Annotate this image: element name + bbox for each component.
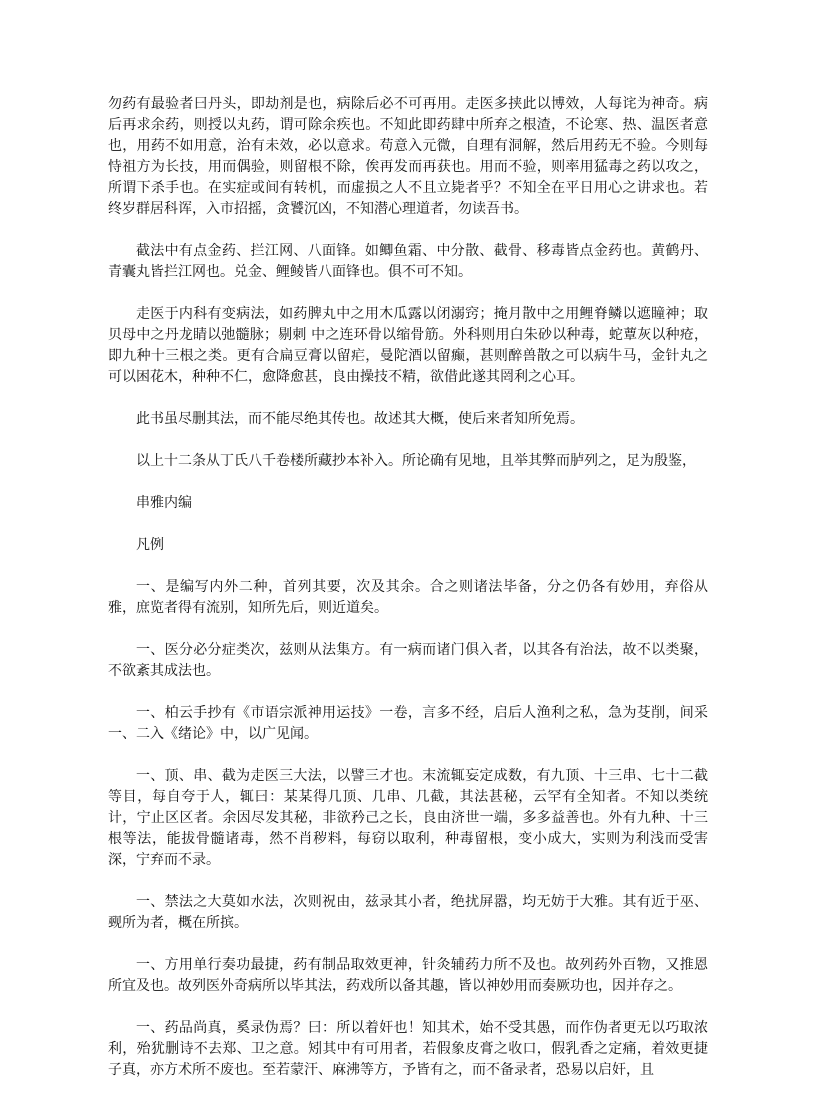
rule-paragraph-2: 一、医分必分症类次，兹则从法集方。有一病而诸门俱入者，以其各有治法，故不以类聚，不欲紊其成法也。 <box>108 642 708 679</box>
section-title: 串雅内编 <box>136 495 192 511</box>
paragraph-2: 截法中有点金药、拦江网、八面锋。如鲫鱼霜、中分散、截骨、移毒皆点金药也。黄鹤丹、青囊丸皆拦江网也。兑金、鲤鲮皆八面锋也。俱不可不知。 <box>108 243 708 280</box>
subsection-title: 凡例 <box>136 537 164 553</box>
paragraph-1: 勿药有最验者曰丹头，即劫剂是也，病除后必不可再用。走医多挟此以博效，人每诧为神奇。病后再求余药，则授以丸药，谓可除余疾也。不知此即药肆中所弃之根渣，不论寒、热、温医者意也，用药不如用意，治有未效，必以意求。苟意入元微，自理有洞解，然后用药无不验。今则每恃祖方为长技，用而偶验，则留根不除，俟再发而再获也。用而不验，则率用猛毒之药以攻之，所谓下杀手也。在实症或间有转机，而虚损之人不且立毙者乎？不知全在平日用心之讲求也。若终岁群居科诨，入市招摇，贪饕沉凶，不知潜心理道者，勿读吾书。 <box>108 96 708 217</box>
rule-paragraph-4: 一、顶、串、截为走医三大法，以譬三才也。末流辄妄定成数，有九顶、十三串、七十二截等目，每自夸于人，辄曰：某某得几顶、几串、几截，其法甚秘，云罕有全知者。不知以类统计，宁止区区者。余因尽发其秘，非欲矜己之长，良由济世一端，多多益善也。外有九种、十三根等法，能拔骨髓诸毒，然不肖秽料，每窃以取利，种毒留根，变小成大，实则为利浅而受害深，宁弃而不录。 <box>108 768 708 868</box>
paragraph-5: 以上十二条从丁氏八千卷楼所藏抄本补入。所论确有见地，且举其弊而胪列之，足为殷鉴， <box>136 453 696 469</box>
paragraph-4: 此书虽尽删其法，而不能尽绝其传也。故述其大概，使后来者知所免焉。 <box>136 411 584 427</box>
paragraph-3: 走医于内科有变病法，如药脾丸中之用木瓜露以闭溺窍；掩月散中之用鲤脊鳞以遮瞳神；取贝母中之丹龙睛以弛髓脉；剔刺 中之连环骨以缩骨筋。外科则用白朱砂以种毒，蛇蕈灰以种疮，即九种十三根之类。更有合扁豆膏以留疟，曼陀酒以留癫，甚则醉兽散之可以病牛马，金针丸之可以困花木，种种不仁，愈降愈甚，良由操技不精，欲借此遂其罔利之心耳。 <box>108 306 708 385</box>
rule-paragraph-1: 一、是编写内外二种，首列其要，次及其余。合之则诸法毕备，分之仍各有妙用，弃俗从雅，庶览者得有流别，知所先后，则近道矣。 <box>108 579 708 616</box>
document-page <box>108 94 708 1102</box>
rule-paragraph-3: 一、柏云手抄有《市语宗派神用运技》一卷，言多不经，启后人渔利之私，急为芟削，间采一、二入《绪论》中，以广见闻。 <box>108 705 708 742</box>
rule-paragraph-6: 一、方用单行奏功最捷，药有制品取效更神，针灸辅药力所不及也。故列药外百物，又推恩所宜及也。故列医外奇病所以毕其法，药戏所以备其趣，皆以神妙用而奏厥功也，因并存之。 <box>108 957 708 994</box>
rule-paragraph-7: 一、药品尚真，奚录伪焉？曰：所以着奸也！知其术，始不受其愚，而作伪者更无以巧取浓利，殆犹删诗不去郑、卫之意。矧其中有可用者，若假象皮膏之收口，假乳香之定痛，着效更捷子真，亦方术所不废也。至若蒙汗、麻沸等方，予皆有之，而不备录者，恐易以启奸，且 <box>108 1020 708 1078</box>
rule-paragraph-5: 一、禁法之大莫如水法，次则祝由，兹录其小者，绝扰屏嚣，均无妨于大雅。其有近于巫、觋所为者，概在所摈。 <box>108 894 708 931</box>
